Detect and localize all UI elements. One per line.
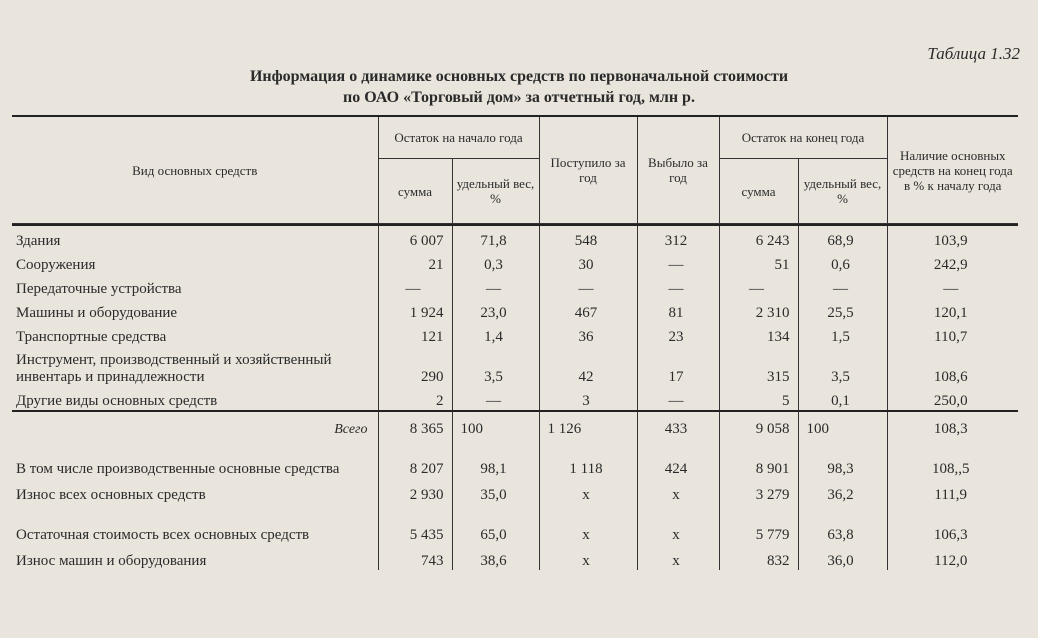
- cell-pct: 108,3: [887, 411, 1018, 438]
- table-row: [12, 225, 1018, 250]
- table-row: [12, 250, 1018, 274]
- cell-start-share: 3,5: [452, 346, 539, 386]
- row-name: Другие виды основных средств: [16, 393, 218, 409]
- cell-received: —: [539, 274, 637, 298]
- header-start-share: удельный вес, %: [452, 159, 539, 224]
- cell-pct: 108,6: [887, 346, 1018, 386]
- cell-received: x: [539, 544, 637, 570]
- cell-disposed: —: [637, 386, 719, 411]
- cell-start-sum: 2: [378, 386, 452, 411]
- table-row: [12, 478, 1018, 504]
- row-name: Машины и оборудование: [16, 305, 178, 321]
- cell-start-share: 98,1: [452, 438, 539, 478]
- cell-end-share: 36,2: [798, 478, 887, 504]
- total-label: Всего: [12, 411, 378, 438]
- title-line-2: по ОАО «Торговый дом» за отчетный год, млн р.: [343, 89, 695, 106]
- title-line-1: Информация о динамике основных средств по первоначальной стоимости: [249, 68, 789, 85]
- cell-disposed: x: [637, 478, 719, 504]
- cell-received: 467: [539, 298, 637, 322]
- cell-received: 3: [539, 386, 637, 411]
- cell-start-sum: 1 924: [378, 298, 452, 322]
- cell-end-sum: 8 901: [719, 438, 798, 478]
- cell-start-share: 65,0: [452, 504, 539, 544]
- row-name: Износ машин и оборудования: [16, 553, 207, 569]
- cell-end-sum: 6 243: [719, 225, 798, 250]
- cell-pct: 250,0: [887, 386, 1018, 411]
- cell-received: 30: [539, 250, 637, 274]
- cell-start-share: 38,6: [452, 544, 539, 570]
- row-name: Износ всех основных средств: [16, 487, 206, 503]
- table-title: [0, 66, 1038, 108]
- cell-pct: 106,3: [887, 504, 1018, 544]
- cell-start-sum: 8 207: [378, 438, 452, 478]
- header-end: Остаток на конец года: [719, 116, 887, 159]
- cell-end-share: 0,1: [798, 386, 887, 411]
- cell-start-sum: 121: [378, 322, 452, 346]
- header-disposed: Выбыло за год: [637, 116, 719, 224]
- cell-end-sum: —: [719, 274, 798, 298]
- header-received: Поступило за год: [539, 116, 637, 224]
- cell-start-sum: 5 435: [378, 504, 452, 544]
- cell-disposed: 17: [637, 346, 719, 386]
- cell-pct: 242,9: [887, 250, 1018, 274]
- cell-start-sum: —: [378, 274, 452, 298]
- row-name: Остаточная стоимость всех основных средств: [16, 527, 310, 543]
- cell-disposed: —: [637, 274, 719, 298]
- cell-start-sum: 2 930: [378, 478, 452, 504]
- cell-pct: —: [887, 274, 1018, 298]
- total-row: [12, 411, 1018, 438]
- cell-start-sum: 8 365: [378, 411, 452, 438]
- table-number: Таблица 1.32: [927, 44, 1020, 63]
- table-row: [12, 322, 1018, 346]
- cell-pct: 112,0: [887, 544, 1018, 570]
- cell-received: 1 126: [539, 411, 637, 438]
- cell-received: 42: [539, 346, 637, 386]
- row-name: Здания: [16, 233, 61, 249]
- cell-disposed: x: [637, 504, 719, 544]
- cell-received: x: [539, 504, 637, 544]
- cell-start-share: 71,8: [452, 225, 539, 250]
- cell-end-sum: 5 779: [719, 504, 798, 544]
- cell-disposed: x: [637, 544, 719, 570]
- cell-end-sum: 3 279: [719, 478, 798, 504]
- cell-disposed: 23: [637, 322, 719, 346]
- cell-disposed: 312: [637, 225, 719, 250]
- cell-end-share: 1,5: [798, 322, 887, 346]
- cell-end-sum: 315: [719, 346, 798, 386]
- row-name: В том числе производственные основные средства: [16, 461, 340, 477]
- fixed-assets-table: [12, 115, 1018, 570]
- cell-start-sum: 6 007: [378, 225, 452, 250]
- cell-end-share: 36,0: [798, 544, 887, 570]
- table-row: [12, 346, 1018, 386]
- cell-end-share: 25,5: [798, 298, 887, 322]
- table-row: [12, 298, 1018, 322]
- cell-start-share: 1,4: [452, 322, 539, 346]
- header-end-sum: сумма: [719, 159, 798, 224]
- row-name: Транспортные средства: [16, 329, 167, 345]
- cell-start-share: —: [452, 386, 539, 411]
- row-name: Сооружения: [16, 257, 96, 273]
- cell-end-share: 0,6: [798, 250, 887, 274]
- cell-start-share: 100: [452, 411, 539, 438]
- cell-start-share: —: [452, 274, 539, 298]
- cell-pct: 120,1: [887, 298, 1018, 322]
- cell-disposed: 433: [637, 411, 719, 438]
- cell-start-sum: 21: [378, 250, 452, 274]
- cell-disposed: 424: [637, 438, 719, 478]
- cell-end-sum: 51: [719, 250, 798, 274]
- cell-start-share: 35,0: [452, 478, 539, 504]
- cell-disposed: —: [637, 250, 719, 274]
- cell-end-share: 3,5: [798, 346, 887, 386]
- cell-received: 548: [539, 225, 637, 250]
- cell-received: 36: [539, 322, 637, 346]
- cell-pct: 108,,5: [887, 438, 1018, 478]
- cell-end-share: 98,3: [798, 438, 887, 478]
- cell-start-sum: 743: [378, 544, 452, 570]
- cell-end-sum: 2 310: [719, 298, 798, 322]
- row-name: Инструмент, производственный и хозяйственный инвентарь и принадлежности: [16, 352, 332, 385]
- cell-received: x: [539, 478, 637, 504]
- header-start-sum: сумма: [378, 159, 452, 224]
- cell-start-sum: 290: [378, 346, 452, 386]
- table-row: [12, 544, 1018, 570]
- cell-end-sum: 134: [719, 322, 798, 346]
- table-row: [12, 504, 1018, 544]
- header-type: Вид основных средств: [12, 116, 378, 224]
- cell-end-share: —: [798, 274, 887, 298]
- cell-end-sum: 832: [719, 544, 798, 570]
- cell-pct: 110,7: [887, 322, 1018, 346]
- cell-end-share: 100: [798, 411, 887, 438]
- cell-pct: 103,9: [887, 225, 1018, 250]
- table-row: [12, 274, 1018, 298]
- header-availability: Наличие основных средств на конец года в % к началу года: [887, 116, 1018, 224]
- header-end-share: удельный вес, %: [798, 159, 887, 224]
- cell-end-sum: 9 058: [719, 411, 798, 438]
- header-start: Остаток на начало года: [378, 116, 539, 159]
- cell-end-share: 68,9: [798, 225, 887, 250]
- cell-pct: 111,9: [887, 478, 1018, 504]
- cell-end-share: 63,8: [798, 504, 887, 544]
- cell-disposed: 81: [637, 298, 719, 322]
- row-name: Передаточные устройства: [16, 281, 182, 297]
- cell-start-share: 23,0: [452, 298, 539, 322]
- table-row: [12, 386, 1018, 411]
- table-row: [12, 438, 1018, 478]
- cell-start-share: 0,3: [452, 250, 539, 274]
- cell-end-sum: 5: [719, 386, 798, 411]
- cell-received: 1 118: [539, 438, 637, 478]
